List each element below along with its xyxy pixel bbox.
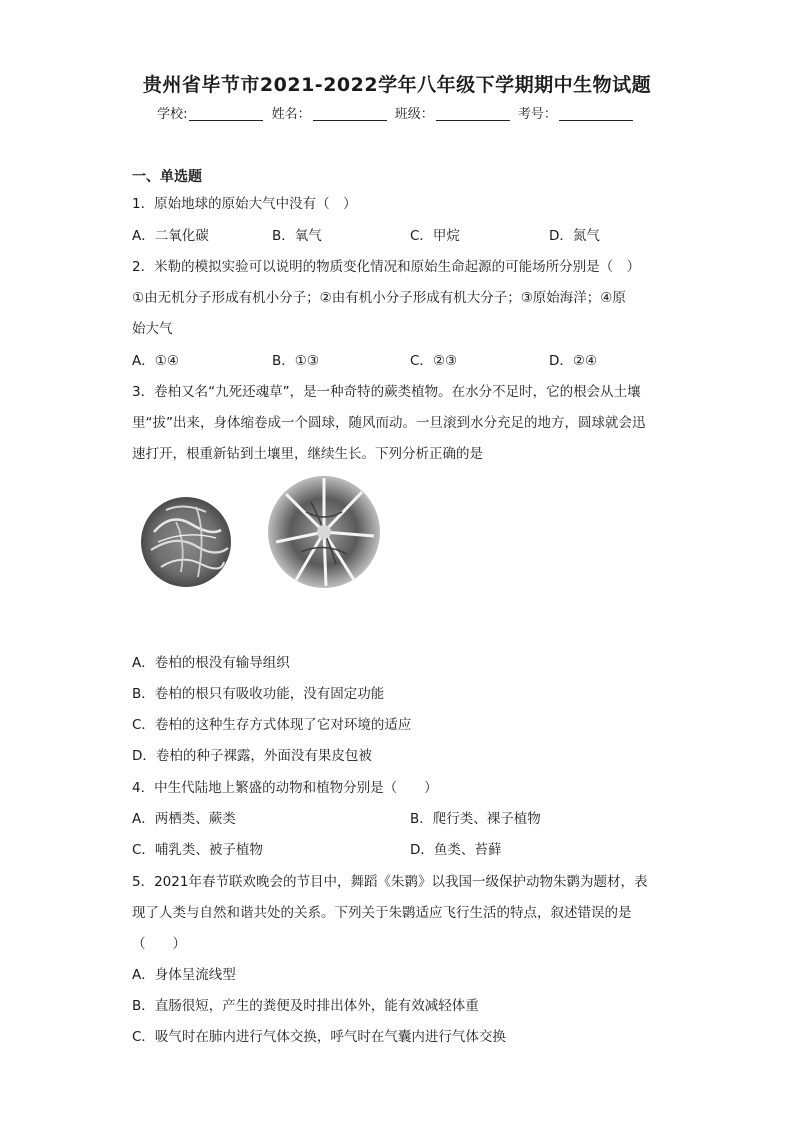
student-info-line [0, 103, 794, 122]
question-5-option-b[interactable]: B．直肠很短，产生的粪便及时排出体外，能有效减轻体重 [132, 998, 479, 1014]
question-3-stem-line-3: 速打开，根重新钻到土壤里，继续生长。下列分析正确的是 [132, 446, 483, 462]
question-3-option-b[interactable]: B．卷柏的根只有吸收功能，没有固定功能 [132, 686, 385, 702]
selaginella-figure [136, 472, 396, 592]
question-3-stem-line-2: 里“拔”出来，身体缩卷成一个圆球，随风而动。一旦滚到水分充足的地方，圆球就会迅 [132, 415, 646, 431]
question-5-stem-line-2: 现了人类与自然和谐共处的关系。下列关于朱鹮适应飞行生活的特点，叙述错误的是 [132, 905, 632, 921]
question-4-option-c[interactable]: C．哺乳类、被子植物 [132, 842, 263, 858]
question-1-option-c[interactable]: C．甲烷 [410, 228, 460, 244]
question-1-option-a[interactable]: A．二氧化碳 [132, 228, 209, 244]
question-1-option-b[interactable]: B．氧气 [272, 228, 322, 244]
school-blank[interactable] [189, 106, 263, 121]
question-5-option-c[interactable]: C．吸气时在肺内进行气体交换，呼气时在气囊内进行气体交换 [132, 1029, 506, 1045]
question-5-option-a[interactable]: A．身体呈流线型 [132, 967, 236, 983]
question-2-stem-line-1: 2．米勒的模拟实验可以说明的物质变化情况和原始生命起源的可能场所分别是（ ） [132, 259, 641, 275]
question-2-option-d[interactable]: D．②④ [549, 353, 598, 369]
question-3-stem-line-1: 3．卷柏又名“九死还魂草”，是一种奇特的蕨类植物。在水分不足时，它的根会从土壤 [132, 384, 641, 400]
question-4-option-b[interactable]: B．爬行类、裸子植物 [410, 811, 541, 827]
question-4-stem: 4．中生代陆地上繁盛的动物和植物分别是（ ） [132, 780, 438, 796]
question-2-option-c[interactable]: C．②③ [410, 353, 458, 369]
question-1-stem: 1．原始地球的原始大气中没有（ ） [132, 196, 357, 212]
question-5-stem-line-1: 5．2021年春节联欢晚会的节目中，舞蹈《朱鹮》以我国一级保护动物朱鹮为题材，表 [132, 874, 648, 890]
question-2-option-b[interactable]: B．①③ [272, 353, 319, 369]
exam-title: 贵州省毕节市2021-2022学年八年级下学期期中生物试题 [142, 74, 652, 96]
exam-number-blank[interactable] [559, 106, 633, 121]
question-3-option-c[interactable]: C．卷柏的这种生存方式体现了它对环境的适应 [132, 717, 412, 733]
name-blank[interactable] [313, 106, 387, 121]
question-3-option-d[interactable]: D．卷柏的种子裸露，外面没有果皮包被 [132, 748, 372, 764]
curled-selaginella-ball [141, 497, 231, 587]
class-label: 班级： [394, 107, 434, 122]
exam-number-label: 考号： [517, 107, 557, 122]
open-selaginella-rosette [268, 476, 380, 588]
question-4-option-a[interactable]: A．两栖类、蕨类 [132, 811, 236, 827]
question-4-option-d[interactable]: D．鱼类、苔藓 [410, 842, 502, 858]
question-1-option-d[interactable]: D．氮气 [549, 228, 600, 244]
question-2-stem-line-3: 始大气 [132, 321, 173, 337]
school-label: 学校: [157, 107, 188, 122]
question-2-option-a[interactable]: A．①④ [132, 353, 179, 369]
question-2-stem-line-2: ①由无机分子形成有机小分子；②由有机小分子形成有机大分子；③原始海洋；④原 [132, 290, 626, 306]
section-heading: 一、单选题 [132, 169, 202, 185]
question-5-stem-line-3: （ ） [132, 936, 186, 952]
question-3-option-a[interactable]: A．卷柏的根没有输导组织 [132, 655, 290, 671]
name-label: 姓名： [271, 107, 311, 122]
class-blank[interactable] [436, 106, 510, 121]
